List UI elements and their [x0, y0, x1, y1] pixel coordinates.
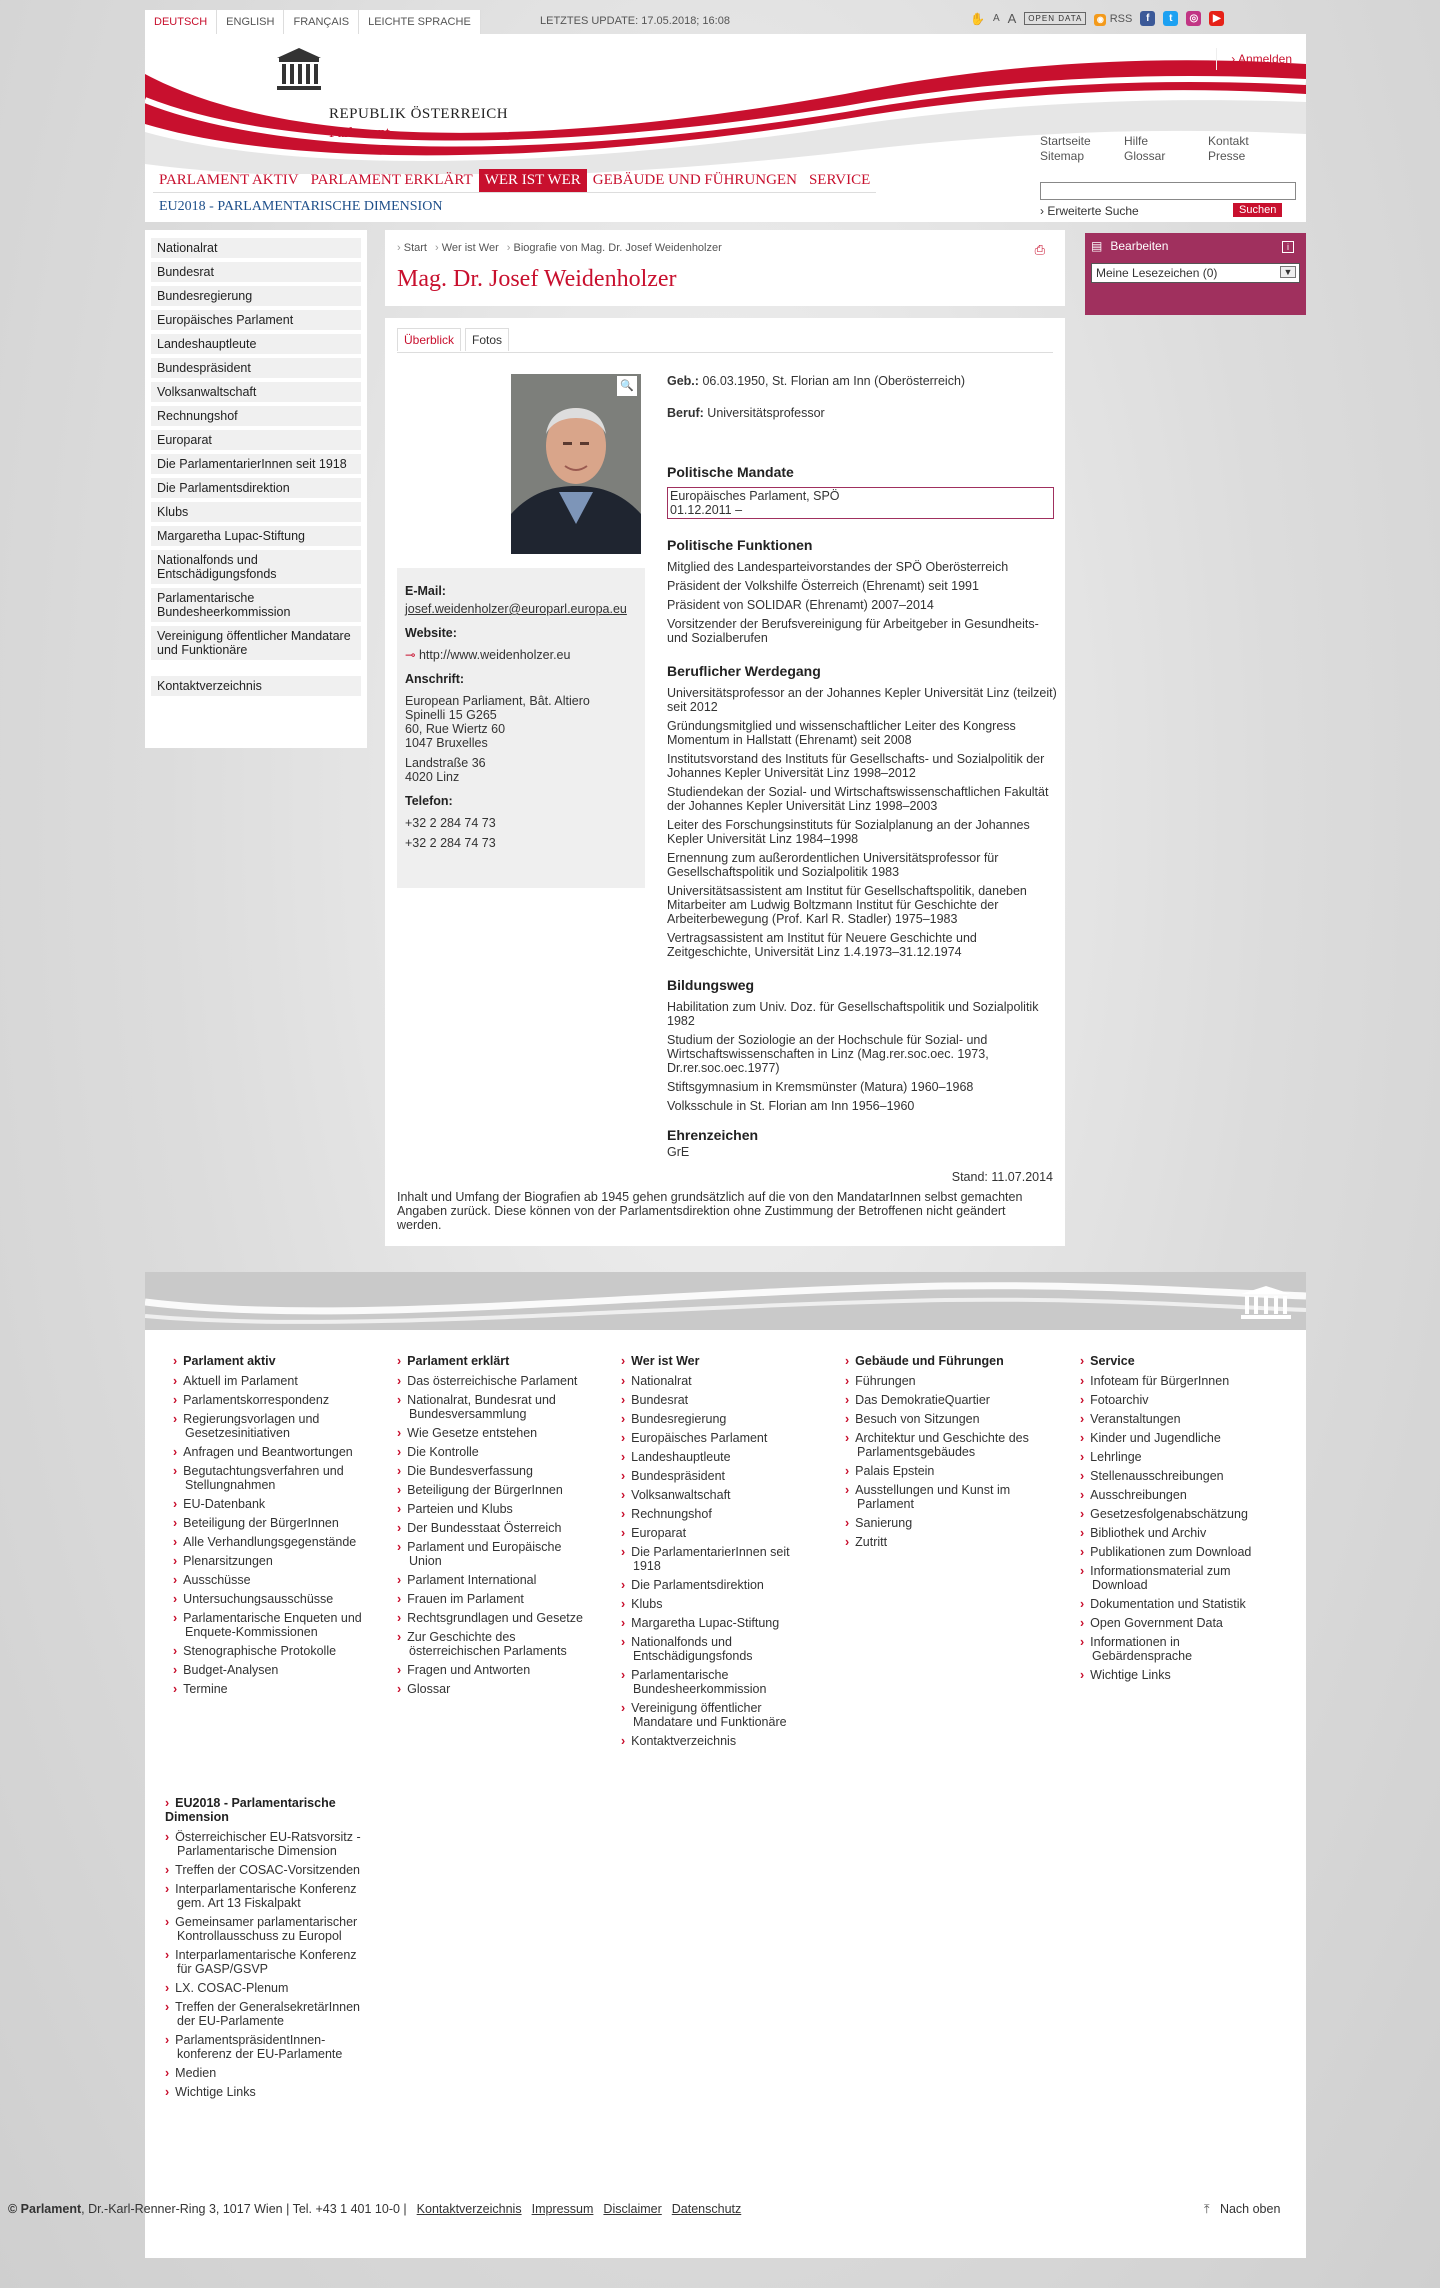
last-update: LETZTES UPDATE: 17.05.2018; 16:08: [540, 15, 730, 27]
rss-label: RSS: [1109, 13, 1133, 25]
footer-link[interactable]: › Der Bundesstaat Österreich: [397, 1521, 592, 1535]
parliament-logo-icon: [273, 44, 325, 98]
search-input[interactable]: [1040, 182, 1296, 200]
career-item: Universitätsassistent am Institut für Gesellschaftspolitik, daneben Mitarbeiter am Ludwig Boltzmann Institut für Geschichte der Arbeiterbewegung (Prof. Karl R. Stadler) 1975–1983: [667, 884, 1027, 926]
footer-link[interactable]: › Europäisches Parlament: [621, 1431, 816, 1445]
website-label: Website:: [405, 626, 457, 640]
lang-3[interactable]: LEICHTE SPRACHE: [359, 10, 481, 34]
sidebar-item[interactable]: Landeshauptleute: [151, 334, 361, 354]
footer-link[interactable]: › Interparlamentarische Konferenz gem. Art 13 Fiskalpakt: [165, 1882, 365, 1910]
address-linz: [405, 756, 637, 784]
footer-link[interactable]: › Kontaktverzeichnis: [621, 1734, 816, 1748]
footer-link[interactable]: › Fragen und Antworten: [397, 1663, 592, 1677]
footer-link[interactable]: › Kinder und Jugendliche: [1080, 1431, 1275, 1445]
mainnav-item[interactable]: PARLAMENT AKTIV: [153, 169, 305, 193]
birth-label: Geb.:: [667, 374, 699, 388]
footer-link[interactable]: › Open Government Data: [1080, 1616, 1275, 1630]
breadcrumb-item[interactable]: › Start: [397, 242, 427, 254]
address-line: 4020 Linz: [405, 770, 460, 784]
phone-number[interactable]: +32 2 284 74 73: [405, 836, 496, 850]
bio-details: [667, 374, 1057, 1164]
sidebar-item[interactable]: Europäisches Parlament: [151, 310, 361, 330]
footer-heading[interactable]: › Wer ist Wer: [621, 1354, 816, 1368]
sitemap-link[interactable]: Sitemap: [1040, 149, 1085, 163]
bookmarks-select[interactable]: Meine Lesezeichen (0) ▼: [1091, 263, 1300, 283]
mandates-heading: Politische Mandate: [667, 464, 794, 480]
mainnav-item[interactable]: PARLAMENT ERKLÄRT: [305, 169, 479, 193]
footer-link[interactable]: › Zutritt: [845, 1535, 1040, 1549]
footer-heading[interactable]: › Service: [1080, 1354, 1275, 1368]
footer-link[interactable]: › Klubs: [621, 1597, 816, 1611]
footer-swoosh-graphic: [145, 1272, 1306, 1330]
toolbar: [970, 11, 1224, 26]
portrait-image: [511, 374, 641, 554]
bookmarks-title[interactable]: Bearbeiten: [1110, 239, 1169, 253]
footer-parliament-icon: [1237, 1284, 1295, 1322]
footer-col-gebaeude: [845, 1354, 1040, 1554]
stand-date: Stand: 11.07.2014: [951, 1170, 1053, 1184]
tab[interactable]: Fotos: [465, 328, 509, 351]
footer-link[interactable]: › Die ParlamentarierInnen seit 1918: [621, 1545, 816, 1573]
footer-link[interactable]: › Österreichischer EU-Ratsvorsitz - Parlamentarische Dimension: [165, 1830, 365, 1858]
phone-label: Telefon:: [405, 794, 453, 808]
footer-link[interactable]: › Die Kontrolle: [397, 1445, 592, 1459]
bottom-link[interactable]: Datenschutz: [671, 2202, 742, 2216]
footer-link[interactable]: › Medien: [165, 2066, 365, 2080]
breadcrumb-item: › Biografie von Mag. Dr. Josef Weidenholzer: [507, 242, 722, 254]
font-small-button[interactable]: A: [992, 13, 1000, 24]
brand-line1: REPUBLIK ÖSTERREICH: [329, 106, 509, 122]
back-to-top-label: Nach oben: [1219, 2202, 1281, 2216]
career-heading: Beruflicher Werdegang: [667, 663, 821, 679]
presse-link[interactable]: Presse: [1208, 149, 1246, 163]
footer-link[interactable]: › Gesetzesfolgenabschätzung: [1080, 1507, 1275, 1521]
tab-divider: [397, 352, 1053, 353]
hilfe-link[interactable]: Hilfe: [1124, 134, 1149, 148]
sidebar-item[interactable]: Bundesregierung: [151, 286, 361, 306]
mainnav-item[interactable]: GEBÄUDE UND FÜHRUNGEN: [587, 169, 803, 193]
sidebar-item[interactable]: Europarat: [151, 430, 361, 450]
login-label: Anmelden: [1237, 52, 1292, 66]
address-text: , Dr.-Karl-Renner-Ring 3, 1017 Wien | Tel. +43 1 401 10-0 |: [81, 2202, 407, 2216]
footer-link[interactable]: › Alle Verhandlungsgegenstände: [173, 1535, 368, 1549]
bookmarks-box: [1085, 233, 1306, 315]
career-item: Leiter des Forschungsinstituts für Sozialplanung an der Johannes Kepler Universität Linz 1984–1998: [667, 818, 1030, 846]
sidebar-item[interactable]: Bundespräsident: [151, 358, 361, 378]
footer-link[interactable]: › Landeshauptleute: [621, 1450, 816, 1464]
footer-col-parlament-erklaert: [397, 1354, 592, 1701]
hand-sign-icon[interactable]: ✋: [970, 11, 985, 26]
education-item: Habilitation zum Univ. Doz. für Gesellschaftspolitik und Sozialpolitik 1982: [667, 1000, 1039, 1028]
footer-link[interactable]: › Beteiligung der BürgerInnen: [173, 1516, 368, 1530]
lang-1[interactable]: ENGLISH: [217, 10, 284, 34]
footer-bottom: [8, 2202, 741, 2216]
footer-link[interactable]: › Parlamentskorrespondenz: [173, 1393, 368, 1407]
footer-link[interactable]: › Treffen der COSAC-Vorsitzenden: [165, 1863, 365, 1877]
bottom-links: [407, 2202, 742, 2216]
footer-link[interactable]: › Nationalrat, Bundesrat und Bundesversammlung: [397, 1393, 592, 1421]
bottom-link[interactable]: Disclaimer: [603, 2202, 662, 2216]
footer-link[interactable]: › Bundesrat: [621, 1393, 816, 1407]
footer-link[interactable]: › Margaretha Lupac-Stiftung: [621, 1616, 816, 1630]
footer-link[interactable]: › Architektur und Geschichte des Parlamentsgebäudes: [845, 1431, 1040, 1459]
footer-link[interactable]: › EU-Datenbank: [173, 1497, 368, 1511]
mandate-line: Europäisches Parlament, SPÖ: [670, 489, 840, 503]
email-label: E-Mail:: [405, 584, 446, 598]
arrow-up-icon: ⤒: [1204, 2202, 1210, 2216]
footer-link[interactable]: › Plenarsitzungen: [173, 1554, 368, 1568]
bookmark-icon: ▤: [1091, 239, 1103, 253]
print-icon[interactable]: ⎙: [1034, 242, 1045, 257]
bottom-link[interactable]: Impressum: [531, 2202, 594, 2216]
lang-0[interactable]: DEUTSCH: [145, 10, 217, 34]
sidebar-item[interactable]: Vereinigung öffentlicher Mandatare und Funktionäre: [151, 626, 361, 660]
advanced-search-label: Erweiterte Suche: [1047, 204, 1139, 218]
footer-heading[interactable]: › EU2018 - Parlamentarische Dimension: [165, 1796, 365, 1824]
back-to-top-link[interactable]: [1204, 2202, 1280, 2217]
footer-link[interactable]: › Parlament und Europäische Union: [397, 1540, 592, 1568]
footer-link[interactable]: › Infoteam für BürgerInnen: [1080, 1374, 1275, 1388]
birth-value: 06.03.1950, St. Florian am Inn (Oberösterreich): [702, 374, 966, 388]
footer-link[interactable]: › Budget-Analysen: [173, 1663, 368, 1677]
address-brussels: [405, 694, 637, 750]
tab[interactable]: Überblick: [397, 328, 461, 351]
footer-heading[interactable]: › Parlament erklärt: [397, 1354, 592, 1368]
sidebar-item[interactable]: Klubs: [151, 502, 361, 522]
footer-link[interactable]: › Das österreichische Parlament: [397, 1374, 592, 1388]
footer-link[interactable]: › Das DemokratieQuartier: [845, 1393, 1040, 1407]
birth-line: [667, 374, 1057, 388]
eu2018-nav-link[interactable]: EU2018 - PARLAMENTARISCHE DIMENSION: [159, 199, 443, 214]
footer-link[interactable]: › Parlamentarische Bundesheerkommission: [621, 1668, 816, 1696]
footer-link[interactable]: › Die Parlamentsdirektion: [621, 1578, 816, 1592]
address-line: 1047 Bruxelles: [405, 736, 488, 750]
footer-link[interactable]: › Wichtige Links: [1080, 1668, 1275, 1682]
footer-link[interactable]: › Interparlamentarische Konferenz für GASP/GSVP: [165, 1948, 365, 1976]
footer-link[interactable]: › Beteiligung der BürgerInnen: [397, 1483, 592, 1497]
lang-2[interactable]: FRANÇAIS: [284, 10, 359, 34]
footer-link[interactable]: › Besuch von Sitzungen: [845, 1412, 1040, 1426]
sidebar-nav: [145, 230, 367, 748]
login-link[interactable]: › Anmelden: [1216, 48, 1306, 70]
tab-bar: [397, 328, 509, 351]
career-item: Gründungsmitglied und wissenschaftlicher Leiter des Kongress Momentum in Hallstatt (Ehrenamt) seit 2008: [667, 719, 1016, 747]
career-list: [667, 686, 1057, 959]
education-item: Stiftsgymnasium in Kremsmünster (Matura) 1960–1968: [667, 1080, 974, 1094]
functions-item: Präsident von SOLIDAR (Ehrenamt) 2007–2014: [667, 598, 934, 612]
honors-value: GrE: [667, 1145, 690, 1159]
honors-heading: Ehrenzeichen: [667, 1127, 759, 1143]
footer-link[interactable]: › Dokumentation und Statistik: [1080, 1597, 1275, 1611]
footer-heading[interactable]: › Gebäude und Führungen: [845, 1354, 1040, 1368]
footer-col-wer-ist-wer: [621, 1354, 816, 1753]
footer-link[interactable]: › Nationalrat: [621, 1374, 816, 1388]
footer-link[interactable]: › Untersuchungsausschüsse: [173, 1592, 368, 1606]
footer-link[interactable]: › Regierungsvorlagen und Gesetzesinitiativen: [173, 1412, 368, 1440]
career-item: Studiendekan der Sozial- und Wirtschaftswissenschaftlichen Fakultät der Johannes Kepler Universität Linz 1998–2003: [667, 785, 1049, 813]
footer-band: [145, 1272, 1306, 1330]
info-icon[interactable]: i: [1282, 241, 1294, 253]
job-label: Beruf:: [667, 406, 704, 420]
footer-link[interactable]: › Wie Gesetze entstehen: [397, 1426, 592, 1440]
footer-link[interactable]: › ParlamentspräsidentInnen-konferenz der EU-Parlamente: [165, 2033, 365, 2061]
footer-link[interactable]: › Palais Epstein: [845, 1464, 1040, 1478]
mainnav-item[interactable]: SERVICE: [803, 169, 876, 193]
footer-link[interactable]: › Parteien und Klubs: [397, 1502, 592, 1516]
open-data-button[interactable]: OPEN DATA: [1024, 12, 1086, 25]
website-url: http://www.weidenholzer.eu: [418, 648, 571, 662]
footer-col-eu2018: [165, 1796, 365, 2104]
footer-link[interactable]: › Termine: [173, 1682, 368, 1696]
main-nav: [153, 169, 876, 193]
footer-link[interactable]: › Ausschreibungen: [1080, 1488, 1275, 1502]
footer-link[interactable]: › Treffen der GeneralsekretärInnen der EU-Parlamente: [165, 2000, 365, 2028]
sidebar-item[interactable]: Nationalrat: [151, 238, 361, 258]
brand-line2: Parlament: [329, 125, 390, 141]
youtube-icon[interactable]: ▶: [1209, 11, 1224, 26]
mandate-box: [667, 487, 1054, 519]
footer-link[interactable]: › Frauen im Parlament: [397, 1592, 592, 1606]
footer-link[interactable]: › Bundespräsident: [621, 1469, 816, 1483]
footer-link[interactable]: › Begutachtungsverfahren und Stellungnahmen: [173, 1464, 368, 1492]
footer-link[interactable]: › Führungen: [845, 1374, 1040, 1388]
address-line: Landstraße 36: [405, 756, 486, 770]
footer-link[interactable]: › Vereinigung öffentlicher Mandatare und Funktionäre: [621, 1701, 816, 1729]
career-item: Vertragsassistent am Institut für Neuere Geschichte und Zeitgeschichte, Universität Linz 1.4.1973–31.12.1974: [667, 931, 977, 959]
instagram-icon[interactable]: ◎: [1186, 11, 1201, 26]
footer-link[interactable]: › Bibliothek und Archiv: [1080, 1526, 1275, 1540]
footer-link[interactable]: › Parlament International: [397, 1573, 592, 1587]
phone-number[interactable]: +32 2 284 74 73: [405, 816, 496, 830]
language-bar: [145, 10, 481, 34]
advanced-search-link[interactable]: › Erweiterte Suche: [1040, 204, 1139, 218]
footer-link[interactable]: › Informationsmaterial zum Download: [1080, 1564, 1275, 1592]
sidebar-item[interactable]: Rechnungshof: [151, 406, 361, 426]
breadcrumb-item[interactable]: › Wer ist Wer: [435, 242, 499, 254]
functions-item: Mitglied des Landesparteivorstandes der SPÖ Oberösterreich: [667, 560, 1009, 574]
footer-link[interactable]: › Informationen in Gebärdensprache: [1080, 1635, 1275, 1663]
footer-link[interactable]: › Nationalfonds und Entschädigungsfonds: [621, 1635, 816, 1663]
footer-link[interactable]: › Zur Geschichte des österreichischen Parlaments: [397, 1630, 592, 1658]
footer-link[interactable]: › Rechtsgrundlagen und Gesetze: [397, 1611, 592, 1625]
footer-link[interactable]: › Fotoarchiv: [1080, 1393, 1275, 1407]
footer-link[interactable]: › Anfragen und Beantwortungen: [173, 1445, 368, 1459]
education-item: Studium der Soziologie an der Hochschule für Sozial- und Wirtschaftswissenschaften in Linz (Mag.rer.soc.oec. 1973, Dr.rer.soc.oec.1977): [667, 1033, 989, 1075]
footer-link[interactable]: › Stellenausschreibungen: [1080, 1469, 1275, 1483]
functions-heading: Politische Funktionen: [667, 537, 813, 553]
education-heading: Bildungsweg: [667, 977, 755, 993]
email-link[interactable]: josef.weidenholzer@europarl.europa.eu: [405, 602, 627, 616]
sidebar-item[interactable]: Nationalfonds und Entschädigungsfonds: [151, 550, 361, 584]
kontakt-link[interactable]: Kontakt: [1208, 134, 1249, 148]
contact-box: [397, 568, 645, 888]
footer-link[interactable]: › Wichtige Links: [165, 2085, 365, 2099]
sidebar-item[interactable]: Margaretha Lupac-Stiftung: [151, 526, 361, 546]
sidebar-item[interactable]: Bundesrat: [151, 262, 361, 282]
footer-link[interactable]: › Volksanwaltschaft: [621, 1488, 816, 1502]
mainnav-item[interactable]: WER IST WER: [479, 169, 587, 193]
sidebar-item[interactable]: Die Parlamentsdirektion: [151, 478, 361, 498]
rss-icon: ◉: [1094, 14, 1106, 26]
site-footer: [145, 1272, 1306, 2258]
footer-col-service: [1080, 1354, 1275, 1687]
footer-link[interactable]: › LX. COSAC-Plenum: [165, 1981, 365, 1995]
startseite-link[interactable]: Startseite: [1040, 134, 1091, 148]
footer-heading[interactable]: › Parlament aktiv: [173, 1354, 368, 1368]
footer-link[interactable]: › Bundesregierung: [621, 1412, 816, 1426]
content-body: [385, 318, 1065, 1246]
footer-link[interactable]: › Europarat: [621, 1526, 816, 1540]
zoom-icon[interactable]: 🔍: [617, 376, 637, 396]
footer-link[interactable]: › Aktuell im Parlament: [173, 1374, 368, 1388]
rss-link[interactable]: [1094, 11, 1132, 26]
font-large-button[interactable]: A: [1007, 11, 1017, 26]
education-list: [667, 1000, 1057, 1113]
portrait-photo[interactable]: [511, 374, 641, 554]
footer-link[interactable]: › Lehrlinge: [1080, 1450, 1275, 1464]
footer-link[interactable]: › Parlamentarische Enqueten und Enquete-Kommissionen: [173, 1611, 368, 1639]
career-item: Ernennung zum außerordentlichen Universitätsprofessor für Gesellschaftspolitik und Sozialpolitik 1983: [667, 851, 999, 879]
external-link-icon: ⊸: [405, 648, 416, 662]
functions-item: Präsident der Volkshilfe Österreich (Ehrenamt) seit 1991: [667, 579, 979, 593]
footer-link[interactable]: › Stenographische Protokolle: [173, 1644, 368, 1658]
bio-disclaimer: Inhalt und Umfang der Biografien ab 1945 gehen grundsätzlich auf die von den MandatarInnen selbst gemachten Angaben zurück. Diese können von der Parlamentsdirektion ohne Zustimmung der Betroffenen nicht geändert werden.: [397, 1190, 1023, 1232]
website-link[interactable]: [405, 648, 637, 662]
footer-link[interactable]: › Veranstaltungen: [1080, 1412, 1275, 1426]
footer-link[interactable]: › Rechnungshof: [621, 1507, 816, 1521]
address-line: European Parliament, Bât. Altiero: [405, 694, 590, 708]
glossar-link[interactable]: Glossar: [1124, 149, 1166, 163]
footer-link[interactable]: › Sanierung: [845, 1516, 1040, 1530]
footer-link[interactable]: › Die Bundesverfassung: [397, 1464, 592, 1478]
sidebar-item[interactable]: Volksanwaltschaft: [151, 382, 361, 402]
breadcrumb: [397, 242, 722, 254]
bottom-link[interactable]: Kontaktverzeichnis: [416, 2202, 522, 2216]
site-header: [145, 34, 1306, 222]
address-line: 60, Rue Wiertz 60: [405, 722, 506, 736]
copyright-label: © Parlament: [8, 2202, 82, 2216]
sidebar-item[interactable]: Kontaktverzeichnis: [151, 676, 361, 696]
footer-link[interactable]: › Glossar: [397, 1682, 592, 1696]
footer-link[interactable]: › Gemeinsamer parlamentarischer Kontrollausschuss zu Europol: [165, 1915, 365, 1943]
functions-item: Vorsitzender der Berufsvereinigung für Arbeitgeber in Gesundheits- und Sozialberufen: [667, 617, 1039, 645]
career-item: Universitätsprofessor an der Johannes Kepler Universität Linz (teilzeit) seit 2012: [667, 686, 1057, 714]
career-item: Institutsvorstand des Instituts für Gesellschafts- und Sozialpolitik der Johannes Kepler Universität Linz 1998–2012: [667, 752, 1045, 780]
footer-link[interactable]: › Publikationen zum Download: [1080, 1545, 1275, 1559]
footer-link[interactable]: › Ausschüsse: [173, 1573, 368, 1587]
facebook-icon[interactable]: f: [1140, 11, 1155, 26]
sidebar-item[interactable]: Die ParlamentarierInnen seit 1918: [151, 454, 361, 474]
search-button[interactable]: Suchen: [1233, 203, 1282, 217]
footer-link[interactable]: › Ausstellungen und Kunst im Parlament: [845, 1483, 1040, 1511]
phone-list: [405, 816, 637, 850]
job-value: Universitätsprofessor: [707, 406, 825, 420]
address-label: Anschrift:: [405, 672, 465, 686]
content-header: [385, 230, 1065, 306]
footer-col-parlament-aktiv: [173, 1354, 368, 1701]
functions-list: [667, 560, 1057, 645]
education-item: Volksschule in St. Florian am Inn 1956–1960: [667, 1099, 915, 1113]
address-line: Spinelli 15 G265: [405, 708, 497, 722]
mandate-line: 01.12.2011 –: [670, 503, 743, 517]
twitter-icon[interactable]: t: [1163, 11, 1178, 26]
job-line: [667, 406, 1057, 420]
page-title: Mag. Dr. Josef Weidenholzer: [397, 266, 677, 292]
sidebar-item[interactable]: Parlamentarische Bundesheerkommission: [151, 588, 361, 622]
